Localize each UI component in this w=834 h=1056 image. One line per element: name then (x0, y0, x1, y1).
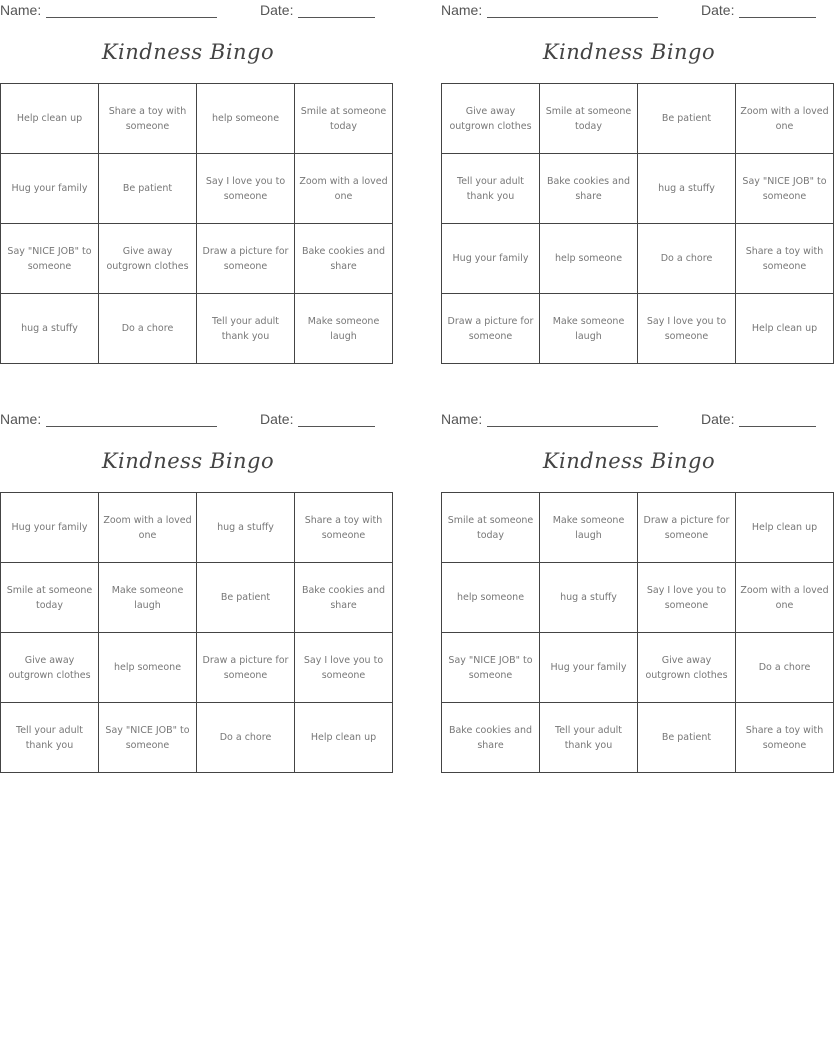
bingo-cell: Zoom with a loved one (99, 493, 197, 563)
date-label: Date: (701, 411, 735, 427)
bingo-cell: Tell your adult thank you (197, 294, 295, 364)
bingo-cell: Hug your family (1, 493, 99, 563)
bingo-cell: Share a toy with someone (99, 84, 197, 154)
bingo-card-4 (441, 409, 829, 781)
bingo-cell: Say I love you to someone (638, 294, 736, 364)
grid-row (442, 563, 834, 633)
bingo-cell: Smile at someone today (1, 563, 99, 633)
bingo-cell: Do a chore (197, 703, 295, 773)
bingo-cell: help someone (99, 633, 197, 703)
name-blank-line (487, 426, 658, 427)
bingo-cell: help someone (442, 563, 540, 633)
bingo-cell: Hug your family (540, 633, 638, 703)
bingo-grid (0, 492, 393, 773)
card-title: Kindness Bingo (542, 40, 716, 64)
bingo-cell: Bake cookies and share (295, 224, 393, 294)
grid-row (1, 633, 393, 703)
bingo-cell: hug a stuffy (197, 493, 295, 563)
bingo-cell: Smile at someone today (442, 493, 540, 563)
grid-row (1, 563, 393, 633)
bingo-cell: Zoom with a loved one (736, 84, 834, 154)
name-blank-line (46, 17, 217, 18)
bingo-cell: Say "NICE JOB" to someone (99, 703, 197, 773)
bingo-cell: Bake cookies and share (540, 154, 638, 224)
bingo-cell: Give away outgrown clothes (442, 84, 540, 154)
bingo-cell: Tell your adult thank you (442, 154, 540, 224)
bingo-cell: Be patient (99, 154, 197, 224)
bingo-grid (441, 83, 834, 364)
bingo-cell: Share a toy with someone (736, 224, 834, 294)
bingo-cell: Help clean up (736, 493, 834, 563)
grid-row (442, 224, 834, 294)
grid-row (442, 294, 834, 364)
bingo-cell: Draw a picture for someone (197, 224, 295, 294)
bingo-cell: hug a stuffy (638, 154, 736, 224)
grid-row (1, 84, 393, 154)
bingo-cell: Draw a picture for someone (638, 493, 736, 563)
date-blank-line (739, 426, 816, 427)
bingo-cell: Say "NICE JOB" to someone (442, 633, 540, 703)
grid-row (442, 493, 834, 563)
bingo-cell: Give away outgrown clothes (638, 633, 736, 703)
bingo-cell: Smile at someone today (295, 84, 393, 154)
bingo-cell: Give away outgrown clothes (99, 224, 197, 294)
card-title: Kindness Bingo (101, 40, 275, 64)
bingo-cell: Say I love you to someone (638, 563, 736, 633)
bingo-cell: Make someone laugh (540, 294, 638, 364)
date-label: Date: (260, 411, 294, 427)
bingo-cell: Say "NICE JOB" to someone (1, 224, 99, 294)
grid-row (442, 703, 834, 773)
bingo-cell: help someone (197, 84, 295, 154)
bingo-cell: Help clean up (736, 294, 834, 364)
grid-row (442, 633, 834, 703)
grid-row (442, 154, 834, 224)
bingo-cell: Say I love you to someone (295, 633, 393, 703)
name-date-row (0, 411, 376, 431)
bingo-cell: hug a stuffy (540, 563, 638, 633)
grid-row (1, 154, 393, 224)
name-date-row (441, 411, 817, 431)
bingo-cell: Say "NICE JOB" to someone (736, 154, 834, 224)
grid-row (1, 703, 393, 773)
bingo-grid (441, 492, 834, 773)
bingo-cell: Say I love you to someone (197, 154, 295, 224)
grid-row (442, 84, 834, 154)
bingo-cell: Do a chore (736, 633, 834, 703)
bingo-cell: Give away outgrown clothes (1, 633, 99, 703)
card-title: Kindness Bingo (542, 449, 716, 473)
bingo-cell: Be patient (638, 703, 736, 773)
date-label: Date: (701, 2, 735, 18)
bingo-cell: Smile at someone today (540, 84, 638, 154)
bingo-cell: hug a stuffy (1, 294, 99, 364)
bingo-cell: Hug your family (442, 224, 540, 294)
bingo-cell: Help clean up (1, 84, 99, 154)
bingo-cell: Be patient (197, 563, 295, 633)
date-blank-line (298, 426, 375, 427)
card-title: Kindness Bingo (101, 449, 275, 473)
bingo-card-3 (0, 409, 386, 781)
grid-row (1, 493, 393, 563)
name-label: Name: (441, 411, 483, 427)
bingo-card-1 (0, 0, 388, 372)
bingo-cell: Draw a picture for someone (442, 294, 540, 364)
bingo-cell: Do a chore (99, 294, 197, 364)
bingo-cell: Bake cookies and share (295, 563, 393, 633)
bingo-cell: Make someone laugh (295, 294, 393, 364)
bingo-cell: Zoom with a loved one (295, 154, 393, 224)
bingo-cell: Draw a picture for someone (197, 633, 295, 703)
bingo-cell: Share a toy with someone (736, 703, 834, 773)
date-blank-line (298, 17, 375, 18)
name-label: Name: (0, 2, 42, 18)
bingo-cell: Be patient (638, 84, 736, 154)
bingo-card-2 (441, 0, 829, 372)
bingo-cell: Tell your adult thank you (1, 703, 99, 773)
bingo-cell: Share a toy with someone (295, 493, 393, 563)
date-blank-line (739, 17, 816, 18)
name-blank-line (487, 17, 658, 18)
bingo-grid (0, 83, 393, 364)
bingo-cell: Make someone laugh (99, 563, 197, 633)
name-label: Name: (0, 411, 42, 427)
bingo-cell: Bake cookies and share (442, 703, 540, 773)
bingo-cell: Help clean up (295, 703, 393, 773)
bingo-cell: Zoom with a loved one (736, 563, 834, 633)
bingo-cell: help someone (540, 224, 638, 294)
bingo-cell: Hug your family (1, 154, 99, 224)
grid-row (1, 224, 393, 294)
name-blank-line (46, 426, 217, 427)
grid-row (1, 294, 393, 364)
bingo-cell: Tell your adult thank you (540, 703, 638, 773)
name-label: Name: (441, 2, 483, 18)
date-label: Date: (260, 2, 294, 18)
bingo-cell: Do a chore (638, 224, 736, 294)
name-date-row (0, 2, 376, 22)
bingo-cell: Make someone laugh (540, 493, 638, 563)
name-date-row (441, 2, 817, 22)
